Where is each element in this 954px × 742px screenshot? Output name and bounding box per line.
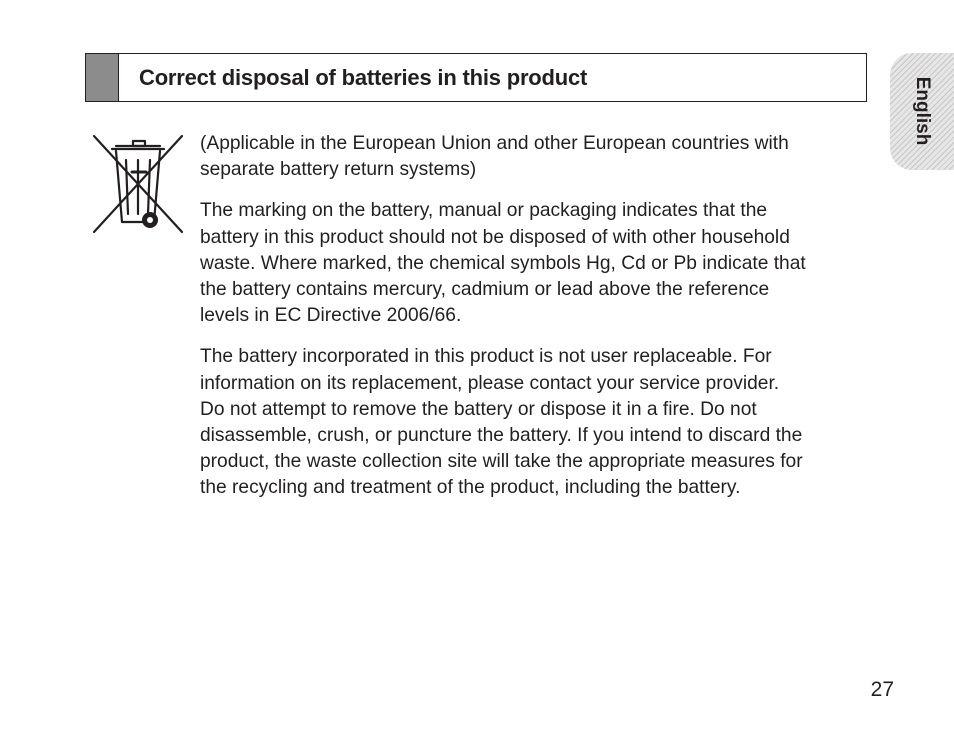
header-marker bbox=[86, 54, 119, 101]
page-number: 27 bbox=[870, 678, 894, 701]
crossed-out-bin-icon bbox=[92, 134, 184, 236]
body-text bbox=[200, 131, 860, 517]
language-side-tab bbox=[890, 53, 954, 170]
section-header bbox=[85, 53, 867, 102]
applicability-paragraph: (Applicable in the European Union and other European countries with separate battery return systems) bbox=[200, 133, 789, 181]
replacement-paragraph: The battery incorporated in this product is not user replaceable. For information on its replacement, please contact your service provider. Do not attempt to remove the battery or dispose it in a fire. Do not disassemble, crush, or puncture the battery. If you intend to discard the product, the waste collection site will take the appropriate measures for the recycling and treatment of the product, including the battery. bbox=[200, 346, 803, 499]
section-title: Correct disposal of batteries in this product bbox=[139, 64, 588, 90]
marking-paragraph: The marking on the battery, manual or packaging indicates that the battery in this product should not be disposed of with other household waste. Where marked, the chemical symbols Hg, Cd or Pb indicate that the battery contains mercury, cadmium or lead above the reference levels in EC Directive 2006/66. bbox=[200, 200, 806, 327]
language-label: English bbox=[912, 76, 933, 146]
